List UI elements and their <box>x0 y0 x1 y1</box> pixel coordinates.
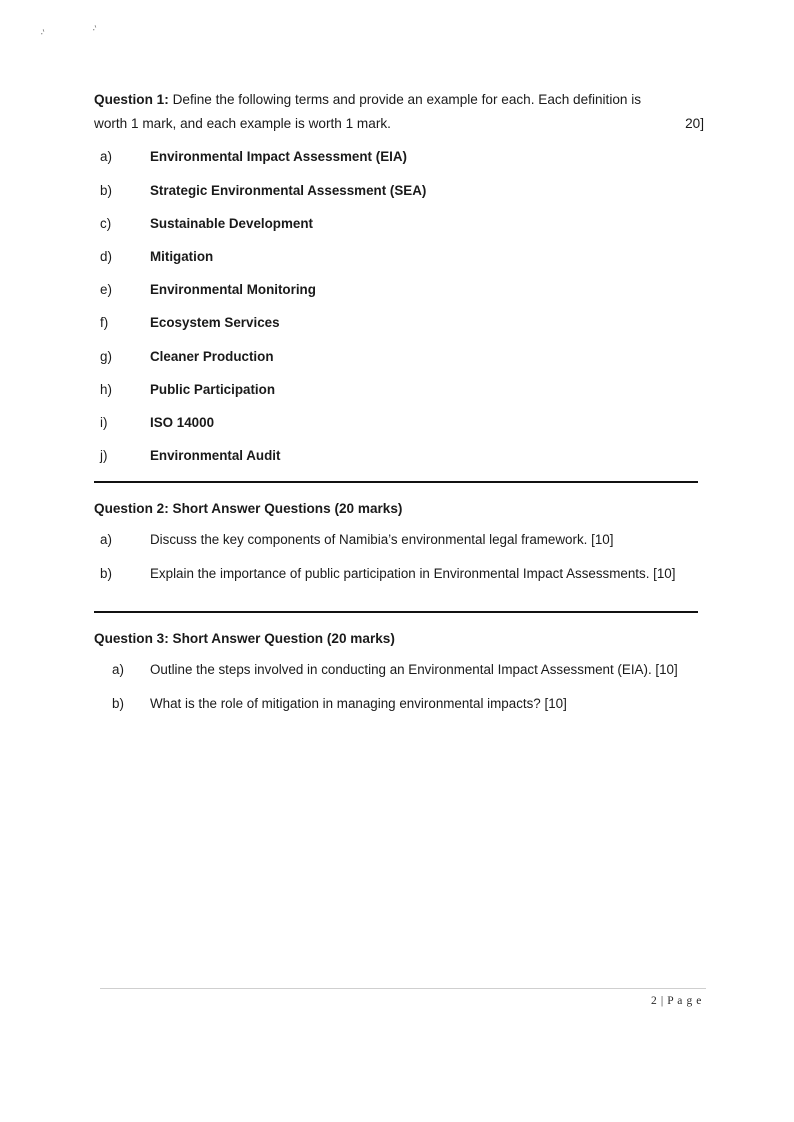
list-item-letter: i) <box>100 414 108 430</box>
list-item-letter: b) <box>112 695 124 711</box>
list-item-term: Mitigation <box>150 248 214 264</box>
question1-intro-line1: Define the following terms and provide an example for each. Each definition is <box>172 92 642 107</box>
page-footer <box>100 988 706 1007</box>
list-item-letter: b) <box>100 565 112 581</box>
list-item <box>94 530 706 549</box>
list-item <box>94 282 706 297</box>
question2-heading: Question 2: Short Answer Questions (20 marks) <box>94 501 403 517</box>
list-item <box>94 315 706 330</box>
list-item <box>94 382 706 397</box>
list-item-letter: d) <box>100 248 112 264</box>
list-item-term: Environmental Audit <box>150 448 281 464</box>
list-item-term: Ecosystem Services <box>150 315 280 331</box>
list-item-text: What is the role of mitigation in managing environmental impacts? [10] <box>150 695 567 711</box>
list-item-text: Explain the importance of public participation in Environmental Impact Assessments. [10] <box>150 565 676 581</box>
list-item-letter: a) <box>100 532 112 548</box>
list-item <box>94 415 706 430</box>
list-item <box>94 660 706 679</box>
list-item-letter: g) <box>100 348 112 364</box>
question1-intro-line2: worth 1 mark, and each example is worth 1 mark. <box>94 115 391 131</box>
list-item-text: Discuss the key components of Namibia’s environmental legal framework. [10] <box>150 532 614 548</box>
list-item-letter: e) <box>100 282 112 298</box>
question1-intro <box>94 90 706 110</box>
question1-intro-line2-row <box>94 114 706 134</box>
page-number: 2 | P a g e <box>651 995 702 1007</box>
list-item-letter: h) <box>100 381 112 397</box>
document-content <box>94 90 706 727</box>
list-item <box>94 183 706 198</box>
scan-artifacts <box>0 0 794 70</box>
list-item-letter: f) <box>100 315 109 331</box>
list-item <box>94 216 706 231</box>
question3-list <box>94 660 706 713</box>
list-item <box>94 694 706 713</box>
scan-mark-icon: ·' <box>38 27 48 41</box>
list-item-letter: j) <box>100 448 108 464</box>
list-item-letter: c) <box>100 215 112 231</box>
list-item <box>94 149 706 164</box>
question1-marks: 20] <box>685 115 704 131</box>
question1-label: Question 1: <box>94 92 169 107</box>
scan-mark-icon: ·' <box>90 23 100 37</box>
list-item-letter: a) <box>100 149 112 165</box>
list-item-term: ISO 14000 <box>150 414 215 430</box>
list-item-term: Strategic Environmental Assessment (SEA) <box>150 182 427 198</box>
list-item-term: Environmental Impact Assessment (EIA) <box>150 149 407 165</box>
list-item-term: Public Participation <box>150 381 276 397</box>
list-item <box>94 249 706 264</box>
list-item-text: Outline the steps involved in conducting an Environmental Impact Assessment (EIA). [10] <box>150 662 678 678</box>
question1-term-list <box>94 149 706 463</box>
list-item-term: Sustainable Development <box>150 215 313 231</box>
list-item-letter: a) <box>112 662 124 678</box>
footer-divider <box>100 988 706 989</box>
list-item <box>94 448 706 463</box>
question3-heading: Question 3: Short Answer Question (20 marks) <box>94 631 395 647</box>
list-item <box>94 349 706 364</box>
list-item-term: Cleaner Production <box>150 348 274 364</box>
section-divider <box>94 611 698 613</box>
list-item-letter: b) <box>100 182 112 198</box>
list-item-term: Environmental Monitoring <box>150 282 316 298</box>
section-divider <box>94 481 698 483</box>
list-item <box>94 564 706 583</box>
question2-list <box>94 530 706 583</box>
